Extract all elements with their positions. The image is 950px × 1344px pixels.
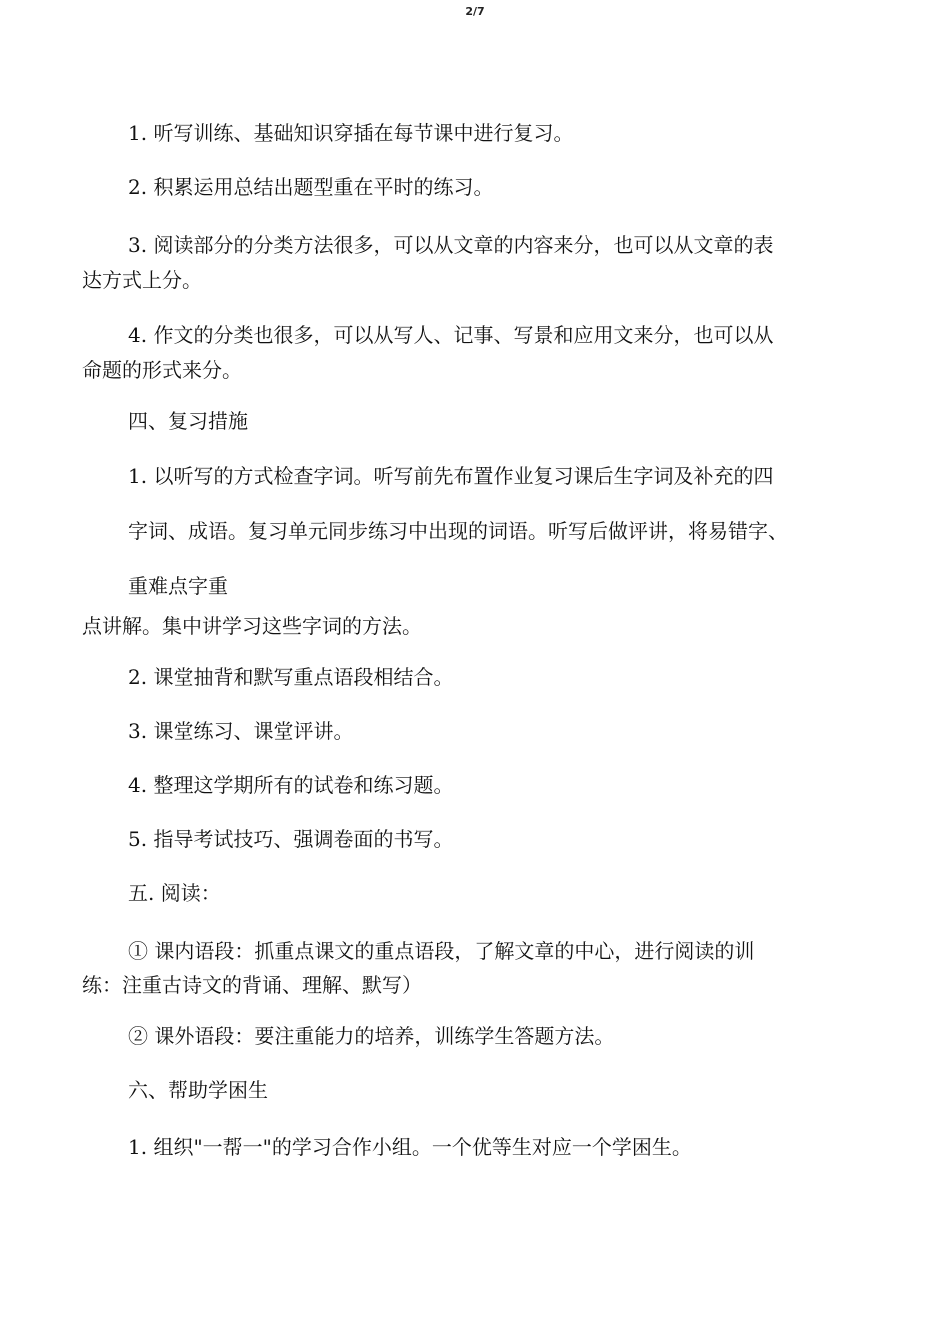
text-line: 5. 指导考试技巧、强调卷面的书写。: [128, 827, 454, 851]
section-heading: 四、复习措施: [128, 409, 248, 433]
text-line: 练：注重古诗文的背诵、理解、默写）: [82, 973, 422, 997]
text-line: 2. 课堂抽背和默写重点语段相结合。: [128, 665, 454, 689]
text-line: 字词、成语。复习单元同步练习中出现的词语。听写后做评讲，将易错字、: [128, 519, 788, 543]
page-number: 2/7: [465, 5, 485, 18]
text-line: 4. 作文的分类也很多，可以从写人、记事、写景和应用文来分，也可以从: [128, 323, 774, 347]
text-line: 1. 以听写的方式检查字词。听写前先布置作业复习课后生字词及补充的四: [128, 464, 774, 488]
text-line: 3. 阅读部分的分类方法很多，可以从文章的内容来分，也可以从文章的表: [128, 233, 774, 257]
text-line: 2. 积累运用总结出题型重在平时的练习。: [128, 175, 494, 199]
text-line: 4. 整理这学期所有的试卷和练习题。: [128, 773, 454, 797]
text-line: 3. 课堂练习、课堂评讲。: [128, 719, 354, 743]
text-line: ① 课内语段：抓重点课文的重点语段，了解文章的中心，进行阅读的训: [128, 939, 755, 963]
section-heading: 六、帮助学困生: [128, 1078, 268, 1102]
text-line: 达方式上分。: [82, 268, 202, 292]
text-line: 1. 组织"一帮一"的学习合作小组。一个优等生对应一个学困生。: [128, 1135, 692, 1159]
text-line: 重难点字重: [128, 574, 228, 598]
section-heading: 五. 阅读：: [128, 881, 221, 905]
text-line: 1. 听写训练、基础知识穿插在每节课中进行复习。: [128, 121, 574, 145]
text-line: 命题的形式来分。: [82, 358, 242, 382]
text-line: 点讲解。集中讲学习这些字词的方法。: [82, 614, 422, 638]
text-line: ② 课外语段：要注重能力的培养，训练学生答题方法。: [128, 1024, 615, 1048]
